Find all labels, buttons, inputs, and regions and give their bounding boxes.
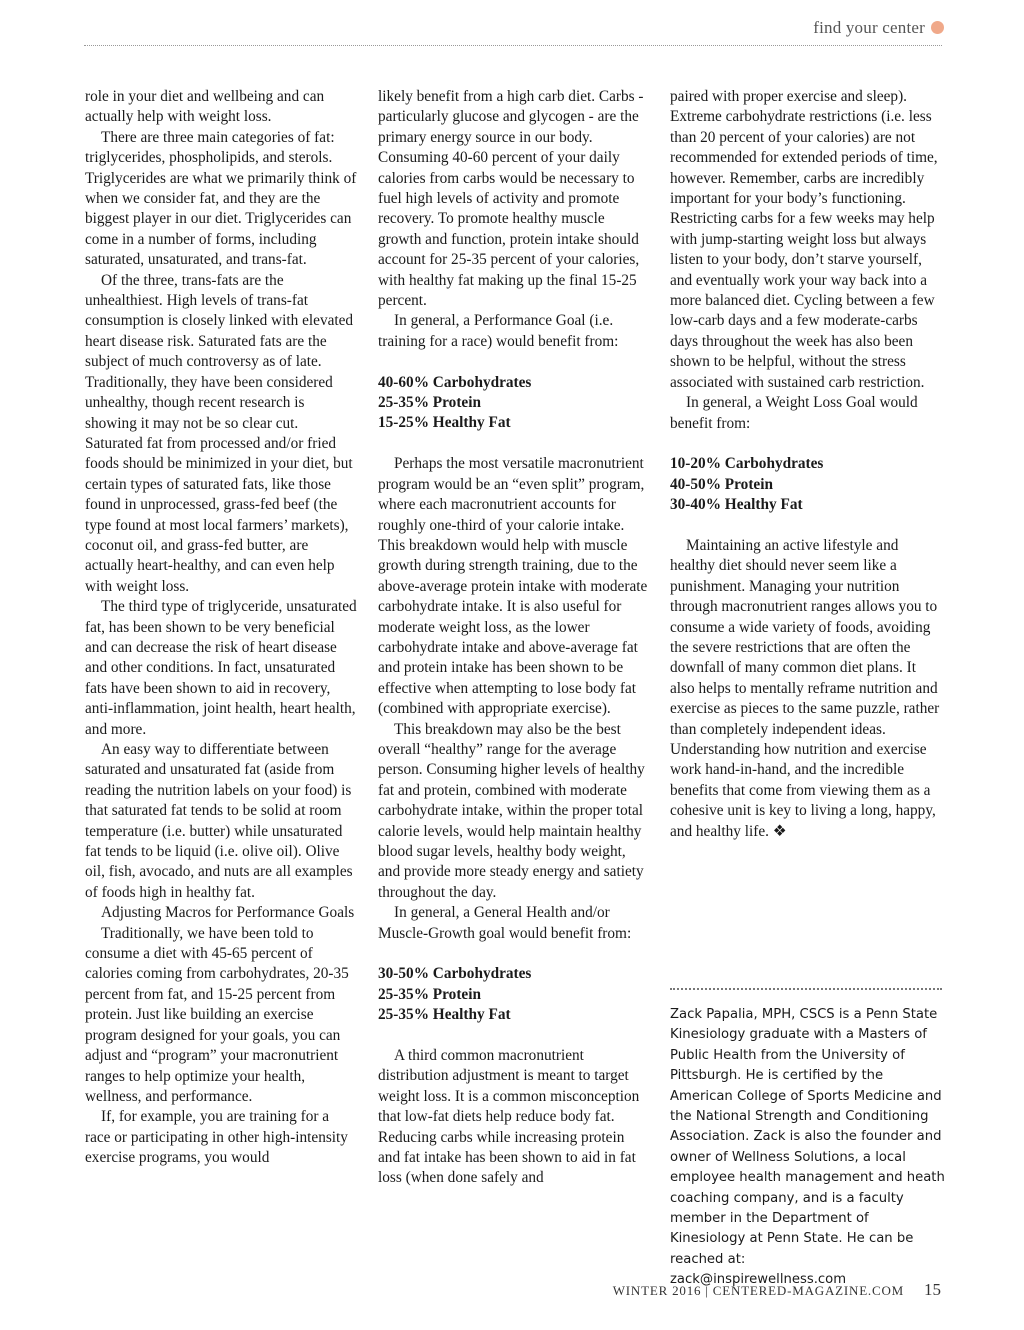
article-paragraph: Of the three, trans-fats are the unhealthiest. High levels of trans-fat consumption is closely linked with elevated heart disease risk. Saturated fats are the subject of much controversy as of late. Traditionally, they have been considered unhealthy, though recent research is showing it may not be so clear cut. Saturated fat from processed and/or fried foods should be minimized in your diet, but certain types of saturated fats, like those found in unprocessed, grass-fed beef (the type found at most local farmers’ markets), coconut oil, and grass-fed butter, are actually heart-healthy, and can even help with weight loss.	[85, 271, 354, 595]
article-paragraph: In general, a General Health and/or Muscle-Growth goal would benefit from:	[378, 904, 632, 942]
article-paragraph: In general, a Performance Goal (i.e. training for a race) would benefit from:	[378, 312, 619, 350]
accent-dot-icon	[931, 21, 944, 34]
article-paragraph: In general, a Weight Loss Goal would benefit from:	[670, 394, 918, 432]
paragraph-spacer	[378, 352, 650, 372]
paragraph-spacer	[378, 944, 650, 964]
section-header	[813, 18, 944, 38]
macro-ratio-line: 30-50% Carbohydrates	[378, 965, 532, 983]
article-paragraph: There are three main categories of fat: triglycerides, phospholipids, and sterols. Triglycerides are what we primarily think of when we consider fat, and they are the biggest player in our diet. Triglycerides can come in a number of forms, including saturated, unsaturated, and trans-fat.	[85, 128, 357, 269]
article-paragraph: Adjusting Macros for Performance Goals	[101, 904, 355, 922]
macro-ratio-line: 40-50% Protein	[670, 475, 773, 493]
author-bio	[670, 1005, 946, 1291]
macro-ratio-line: 40-60% Carbohydrates	[378, 373, 532, 391]
page-number: 15	[924, 1280, 941, 1299]
macro-ratio-line: 10-20% Carbohydrates	[670, 455, 824, 473]
macro-ratio-line: 25-35% Healthy Fat	[378, 1006, 511, 1024]
paragraph-spacer	[670, 434, 942, 454]
article-column-3	[670, 87, 942, 842]
author-bio-text: Zack Papalia, MPH, CSCS is a Penn State Kinesiology graduate with a Masters of Public Health from the University of Pittsburgh. He is certified by the American College of Sports Medicine and the National Strength and Conditioning Association. Zack is also the founder and owner of Wellness Solutions, a local employee health management and heath coaching company, and is a faculty member in the Department of Kinesiology at Penn State. He can be reached at:	[670, 1007, 945, 1267]
issue-footer: WINTER 2016 | CENTERED-MAGAZINE.COM	[612, 1283, 904, 1298]
article-paragraph: Traditionally, we have been told to consume a diet with 45-65 percent of calories coming from carbohydrates, 20-35 percent from fat, and 15-25 percent from protein. Just like building an exercise program designed for your goals, you can adjust and “program” your macronutrient ranges to help optimize your health, wellness, and performance.	[85, 924, 349, 1105]
article-column-1	[85, 87, 357, 1169]
article-paragraph: Perhaps the most versatile macronutrient program would be an “even split” program, where each macronutrient accounts for roughly one-third of your calorie intake. This breakdown would help with muscle growth during strength training, due to the above-average protein intake with moderate carbohydrate intake. It is also useful for moderate weight loss, as the lower carbohydrate intake and above-average fat and protein intake has been shown to be effective when attempting to lose body fat (combined with appropriate exercise).	[378, 455, 648, 718]
article-paragraph: Maintaining an active lifestyle and healthy diet should never seem like a punishment. Managing your nutrition through macronutrient ranges allows you to consume a wide variety of foods, avoiding the severe restrictions that are often the downfall of many common diet plans. It also helps to mentally reframe nutrition and exercise as pieces to the same puzzle, rather than completely independent ideas. Understanding how nutrition and exercise work hand-in-hand, and the incredible benefits that come from viewing them as a cohesive unit is key to living a long, happy, and healthy life. ❖	[670, 536, 940, 840]
section-title: find your center	[813, 18, 925, 37]
article-column-2	[378, 87, 650, 1189]
author-email-link[interactable]: zack@inspirewellness.com	[670, 1272, 847, 1288]
article-paragraph: role in your diet and wellbeing and can actually help with weight loss.	[85, 88, 325, 126]
macro-ratio-line: 30-40% Healthy Fat	[670, 496, 803, 514]
paragraph-spacer	[378, 434, 650, 454]
article-paragraph: This breakdown may also be the best overall “healthy” range for the average person. Consuming higher levels of healthy fat and protein, combined with moderate carbohydrate intake, within the proper total calorie levels, would help maintain healthy blood sugar levels, healthy body weight, and provide more steady energy and satiety throughout the day.	[378, 720, 645, 901]
header-divider	[84, 45, 942, 46]
macro-ratio-line: 25-35% Protein	[378, 394, 481, 412]
article-paragraph: An easy way to differentiate between saturated and unsaturated fat (aside from reading the nutrition labels on your food) is that saturated fat tends to be solid at room temperature (i.e. butter) while unsaturated fat tends to be liquid (i.e. olive oil). Olive oil, fish, avocado, and nuts are all examples of foods high in healthy fat.	[85, 741, 353, 901]
paragraph-spacer	[378, 1026, 650, 1046]
macro-ratio-line: 25-35% Protein	[378, 985, 481, 1003]
article-paragraph: likely benefit from a high carb diet. Carbs - particularly glucose and glycogen - are the primary energy source in our body. Consuming 40-60 percent of your daily calories from carbs would be necessary to fuel high levels of activity and promote recovery. To promote healthy muscle growth and function, protein intake should account for 25-35 percent of your calories, with healthy fat making up the final 15-25 percent.	[378, 88, 644, 310]
article-paragraph: If, for example, you are training for a race or participating in other high-intensity exercise programs, you would	[85, 1108, 348, 1167]
paragraph-spacer	[670, 516, 942, 536]
article-paragraph: paired with proper exercise and sleep). Extreme carbohydrate restrictions (i.e. less than 20 percent of your calories) are not recommended for extended periods of time, however. Remember, carbs are incredibly important for your body’s functioning. Restricting carbs for a few weeks may help with jump-starting weight loss but always listen to your body, don’t starve yourself, and eventually work your way back into a more balanced diet. Cycling between a few low-carb days and a few moderate-carbs days throughout the week has also been shown to be helpful, without the stress associated with sustained carb restriction.	[670, 88, 938, 391]
article-paragraph: A third common macronutrient distribution adjustment is meant to target weight loss. It is a common misconception that low-fat diets help reduce body fat. Reducing carbs while increasing protein and fat intake has been shown to aid in fat loss (when done safely and	[378, 1047, 640, 1187]
article-paragraph: The third type of triglyceride, unsaturated fat, has been shown to be very beneficial and can decrease the risk of heart disease and other conditions. In fact, unsaturated fats have been shown to aid in recovery, anti-inflammation, joint health, heart health, and more.	[85, 598, 357, 738]
bio-divider	[670, 988, 942, 990]
macro-ratio-line: 15-25% Healthy Fat	[378, 414, 511, 432]
